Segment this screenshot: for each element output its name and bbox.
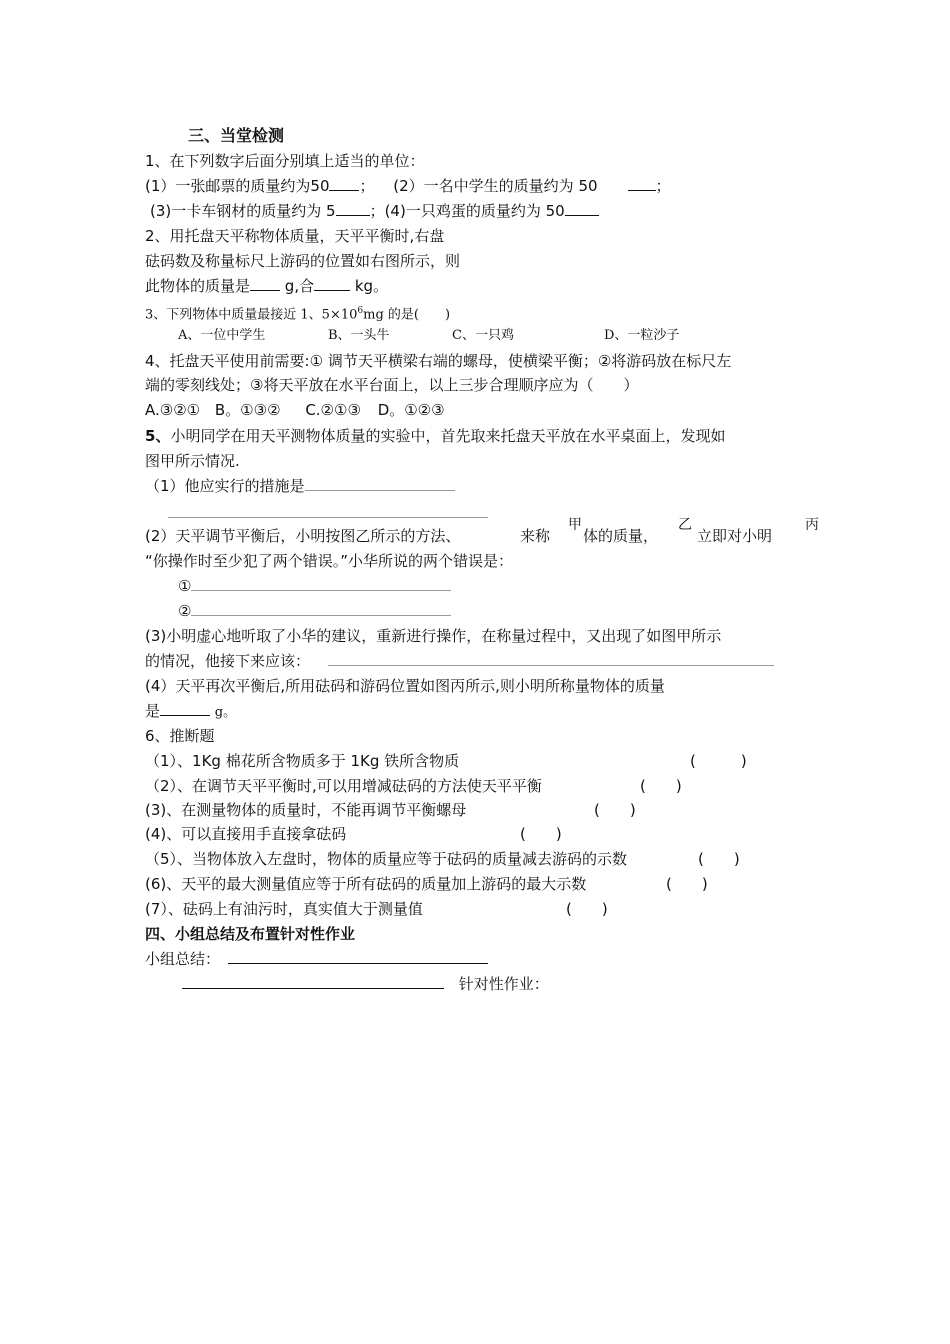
q5-line1-text: 小明同学在用天平测物体质量的实验中，首先取来托盘天平放在水平桌面上，发现如 — [170, 427, 726, 445]
figure-label-yi: 乙 — [678, 517, 692, 533]
q6-item-1-paren: ( ) — [690, 752, 747, 770]
figure-label-jia: 甲 — [568, 517, 582, 533]
section-3-title: 三、当堂检测 — [188, 126, 285, 145]
q6-item-5: （5）、当物体放入左盘时，物体的质量应等于砝码的质量减去游码的示数 — [145, 850, 628, 868]
q5-sub2-text-a: (2）天平调节平衡后，小明按图乙所示的方法、 — [145, 527, 461, 545]
figure-mask-jia — [568, 536, 582, 544]
q4-options — [145, 400, 445, 420]
q6-item-7-paren: ( ) — [566, 900, 608, 918]
q5-sub4-text-b: g。 — [214, 705, 237, 720]
q6-item-4: (4)、可以直接用手直接拿砝码 — [145, 825, 347, 843]
q6-item-3-paren: ( ) — [594, 801, 636, 819]
q1-part3: (3)一卡车钢材的质量约为 5 — [150, 202, 336, 220]
q4-option-c: C.②①③ — [305, 401, 361, 419]
q6-item-6: (6)、天平的最大测量值应等于所有砝码的质量加上游码的最大示数 — [145, 875, 587, 893]
q2-blank-kg[interactable] — [314, 276, 350, 291]
q1-part1: (1）一张邮票的质量约为50 — [145, 177, 330, 195]
q6-item-2: （2）、在调节天平平衡时,可以用增减砝码的方法使天平平衡 — [145, 777, 542, 795]
q5-sub4-line1: (4）天平再次平衡后,所用砝码和游码位置如图丙所示,则小明所称量物体的质量 — [145, 677, 665, 695]
q3-option-d: D、一粒沙子 — [604, 328, 680, 343]
q2-text-a: 此物体的质量是 — [145, 277, 251, 295]
q2-text-c: kg。 — [354, 277, 389, 295]
q3-stem-b: mg 的是( ) — [363, 307, 451, 323]
q3-option-c: C、一只鸡 — [452, 328, 514, 343]
q5-error2 — [178, 601, 451, 621]
homework-row — [182, 974, 549, 994]
q5-sub4-blank[interactable] — [160, 701, 210, 716]
q1-stem: 1、在下列数字后面分别填上适当的单位： — [145, 152, 425, 170]
q1-part2-end: ； — [655, 177, 671, 195]
q4-line2: 端的零刻线处；③将天平放在水平台面上，以上三步合理顺序应为（ ） — [145, 376, 639, 394]
q5-sub4-line2 — [145, 701, 236, 723]
q5-error1-marker: ① — [178, 577, 192, 595]
q6-item-4-paren: ( ) — [520, 825, 562, 843]
q6-item-2-paren: ( ) — [640, 777, 682, 795]
q5-sub3-blank[interactable] — [328, 651, 774, 666]
figure-label-bing: 丙 — [805, 517, 819, 533]
q2-text-b: g,合 — [284, 277, 315, 295]
q1-part3-end: ； — [369, 202, 385, 220]
q5-sub2-text-d: 立即对小明 — [697, 527, 773, 545]
q5-error1-blank[interactable] — [191, 576, 451, 591]
summary-row — [145, 949, 488, 969]
q3-stem-sup: 6 — [357, 306, 364, 316]
q5-sub3-line1: (3)小明虚心地听取了小华的建议，重新进行操作，在称量过程中，又出现了如图甲所示 — [145, 627, 722, 645]
section-4-title: 四、小组总结及布置针对性作业 — [145, 925, 356, 943]
q5-sub2-line1 — [145, 526, 460, 546]
q3-option-a: A、一位中学生 — [178, 328, 266, 343]
q5-sub2-line2: “你操作时至少犯了两个错误。”小华所说的两个错误是： — [145, 552, 514, 570]
q5-sub1 — [145, 476, 455, 496]
q6-item-5-paren: ( ) — [698, 850, 740, 868]
q1-blank2[interactable] — [628, 176, 656, 191]
q6-title: 6、推断题 — [145, 727, 215, 745]
summary-label: 小组总结： — [145, 950, 221, 968]
q2-line1: 2、用托盘天平称物体质量，天平平衡时,右盘 — [145, 227, 445, 245]
q6-item-6-paren: ( ) — [666, 875, 708, 893]
figure-mask-bing — [788, 536, 804, 544]
q3-stem — [145, 301, 450, 325]
q1-blank4[interactable] — [565, 201, 599, 216]
q5-line2: 图甲所示情况. — [145, 452, 240, 470]
homework-label: 针对性作业： — [458, 975, 549, 993]
q5-sub2-text-b: 来称 — [520, 527, 551, 545]
q4-option-a: A.③②① — [145, 401, 201, 419]
q5-sub3-line2 — [145, 651, 774, 671]
q2-line3 — [145, 276, 388, 296]
q1-part1-end: ； — [359, 177, 375, 195]
q5-sub1-text: （1）他应实行的措施是 — [145, 477, 305, 495]
q1-row1 — [145, 176, 671, 196]
homework-blank[interactable] — [182, 974, 444, 989]
q5-number: 5、 — [145, 427, 171, 445]
q2-line2: 砝码数及称量标尺上游码的位置如右图所示，则 — [145, 252, 461, 270]
q4-option-b: B。①③② — [214, 401, 281, 419]
q3-option-b: B、一头牛 — [328, 328, 390, 343]
q5-sub3-text: 的情况，他接下来应该： — [145, 652, 311, 670]
q1-part4: (4)一只鸡蛋的质量约为 50 — [384, 202, 565, 220]
q3-stem-a: 3、下列物体中质量最接近 1、5×10 — [145, 307, 358, 323]
q6-item-1: （1）、1Kg 棉花所含物质多于 1Kg 铁所含物质 — [145, 752, 460, 770]
q1-row2 — [150, 201, 599, 221]
q1-blank1[interactable] — [329, 176, 359, 191]
q5-sub1-blank[interactable] — [305, 476, 455, 491]
q6-item-7: (7）、砝码上有油污时，真实值大于测量值 — [145, 900, 423, 918]
figure-mask-yi — [678, 536, 696, 544]
q6-item-3: (3)、在测量物体的质量时，不能再调节平衡螺母 — [145, 801, 467, 819]
q4-option-d: D。①②③ — [377, 401, 445, 419]
q1-part2: (2）一名中学生的质量约为 50 — [393, 177, 598, 195]
q1-blank3[interactable] — [336, 201, 370, 216]
q5-error2-marker: ② — [178, 602, 192, 620]
q5-sub1-blank-line2[interactable] — [168, 517, 488, 518]
q5-sub4-text-a: 是 — [145, 702, 161, 720]
q2-blank-g[interactable] — [250, 276, 280, 291]
q5-error1 — [178, 576, 451, 596]
q5-sub2-text-c: 体的质量， — [583, 527, 659, 545]
q5-error2-blank[interactable] — [191, 601, 451, 616]
q4-line1: 4、托盘天平使用前需要:① 调节天平横梁右端的螺母，使横梁平衡；②将游码放在标尺左 — [145, 352, 732, 370]
summary-blank[interactable] — [228, 949, 488, 964]
q5-line1 — [145, 426, 725, 446]
